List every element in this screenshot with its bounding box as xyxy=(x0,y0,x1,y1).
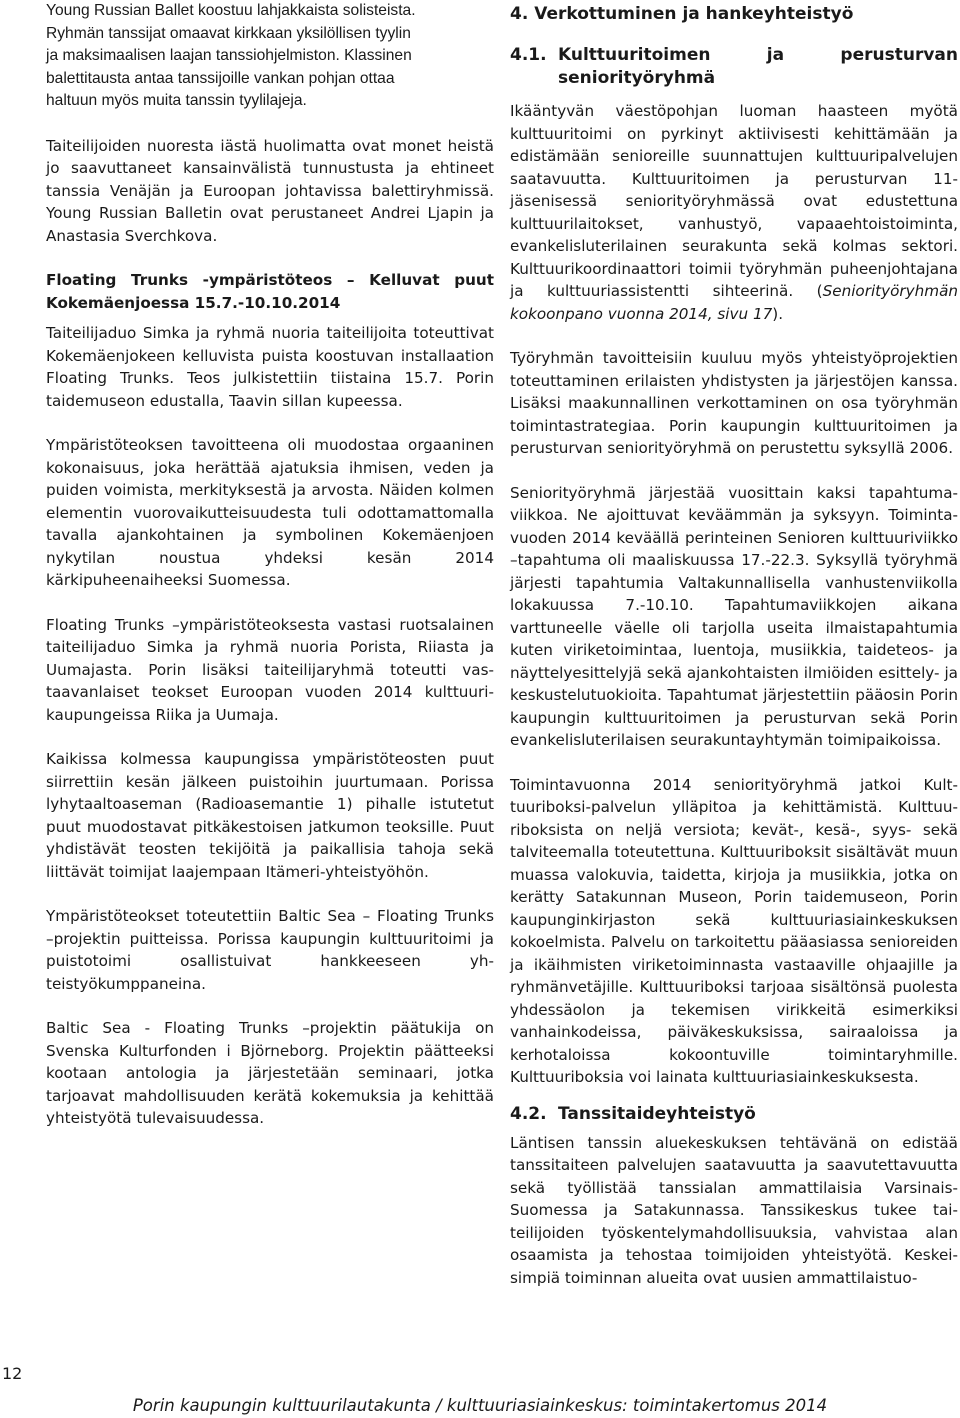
paragraph-aging xyxy=(510,100,958,325)
paragraph-culture-box: Toimintavuonna 2014 seniorityöryhmä jatkoi Kulttuuriboksi-palvelun ylläpitoa ja kehittämistä. Kulttuuriboksista on neljä versiota; kevät-, kesä-, syys- sekä talviteemalla toteutettuna. Kulttuuriboksit sisältävät muun muassa valokuvia, taidetta, kirjoja ja musiikkia, jotka on kerätty Satakunnan Museon, Porin taidemuseon, Porin kaupunginkirjaston sekä kulttuuriasiainkeskuksen kokoelmista. Palvelu on tarkoitettu pääasiassa senioreiden ja ikäihmisten viriketoiminnasta vastaaville ohjaajille ja ryhmänvetäjille. Kulttuuriboksi tarjoaa sisältönsä puolesta yhdessäolon ja tekemisen virikkeitä esimerkiksi vanhainkodeissa, päiväkeskuksissa, sairaaloissa ja kerhotaloissa kokoontuville toimintaryhmille. Kulttuuriboksia voi lainata kulttuuriasiainkeskuksesta. xyxy=(510,775,958,1086)
page-footer: Porin kaupungin kulttuurilautakunta / kulttuuriasiainkeskus: toimintakertomus 2014 xyxy=(132,1396,828,1415)
paragraph-funding: Baltic Sea - Floating Trunks –projektin päätukija on Svenska Kulturfonden i Björneborg. Projektin päätteeksi kootaan antologia ja järjestetään seminaari, jotka tarjoavat mahdollisuuden kerätä kokemuksia ja kehittää yhteistyötä tulevaisuudessa. xyxy=(46,1019,494,1128)
intro-line: ja maksimaalisen laajan tanssiohjelmiston. Klassinen xyxy=(46,47,412,65)
section-heading-4 xyxy=(510,0,958,26)
paragraph-baltic: Ympäristöteokset toteutettiin Baltic Sea – Floating Trunks –projektin puitteissa. Porissa kaupungin kulttuuritoimi ja puistotoimi osallistuivat hankkeeseen yhteistyökumppaneina. xyxy=(46,907,494,993)
paragraph-artists: Taiteilijoiden nuoresta iästä huolimatta ovat monet heistä jo saavuttaneet kansainvälistä tunnustusta ja ehtineet tanssia Venäjän ja Euroopan johtavissa balettiryhmissä. Young Russian Balletin ovat perustaneet Andrei Ljapin ja Anastasia Sverchkova. xyxy=(46,136,494,245)
paragraph-goals: Työryhmän tavoitteisiin kuuluu myös yhteistyöprojektien toteuttaminen erilaisten yhdistysten ja järjestöjen kanssa. Lisäksi maakunnallinen verkottaminen on osa työryhmän toimintastrategiaa. Porin kaupungin kulttuuritoimen ja perusturvan seniorityöryhmä on perustettu syksyllä 2006. xyxy=(510,349,958,457)
left-column xyxy=(46,0,494,1130)
paragraph-aging-text: Ikääntyvän väestöpohjan luoman haasteen myötä kulttuuritoimi on pyrkinyt aktiivisesti kehittämään ja edistämään senioreille suunnattujen kulttuuripalvelujen saatavuutta. Kulttuuritoimen ja perusturvan 11-jäsenisessä seniorityöryhmässä ovat edustettuna kulttuurilaitokset, vanhustyö, vapaaehtoistoiminta, evankelisluterilainen seurakunta sekä kolmas sektori. Kulttuurikoordinaattori toimii työryhmän puheenjohtajana ja kulttuuriassistentti sihteerinä. ( xyxy=(510,102,958,300)
intro-line: haltuun myös muita tanssin tyylilajeja. xyxy=(46,92,307,110)
section-number: 4.1. xyxy=(510,45,547,65)
paragraph-simka: Taiteilijaduo Simka ja ryhmä nuoria taiteilijoita toteuttivat Kokemäenjokeen kelluvista puista koostuvan installaation Floating Trunks. Teos julkistettiin tiistaina 15.7. Porin taidemuseon edustalla, Taavin sillan kupeessa. xyxy=(46,324,494,410)
intro-line: Ryhmän tanssijat omaavat kirkkaan yksilöllisen tyylin xyxy=(46,24,411,42)
section-heading-4-2 xyxy=(510,1103,958,1126)
paragraph-transfer: Kaikissa kolmessa kaupungissa ympäristöteosten puut siirrettiin kesän jälkeen puistoihin juurtumaan. Porissa lyhytaaltoaseman (Radioasemantie 1) pihalle istutetut puut muodostavat pitkäkestoisen jatkumon teoksille. Puut yhdistävät teosten tekijöitä ja paikallisia tahoja sekä liittävät toimijat laajempaan Itämeri-yhteistyöhön. xyxy=(46,750,494,881)
intro-paragraph xyxy=(46,0,494,113)
reference-link: Seniorityöryhmän kokoonpano vuonna 2014, sivu 17 xyxy=(510,282,958,323)
section-number: 4. xyxy=(510,4,529,24)
intro-line: balettitausta antaa tanssijoille vankan pohjan ottaa xyxy=(46,69,395,87)
section-number: 4.2. xyxy=(510,1103,547,1124)
paragraph-dance: Läntisen tanssin aluekeskuksen tehtävänä on edistää tanssitaiteen palvelujen saatavuutta ja saavutettavuutta sekä työllistää tanssialan ammattilaisia Varsinais-Suomessa ja Satakunnassa. Tanssikeskus tukee taiteilijoiden työskentelymahdollisuuksia, vahvistaa alan osaamista ja tehostaa toimijoiden yhteistyötä. Keskeisimpiä toiminnan alueita ovat uusien ammattilaistuo- xyxy=(510,1133,958,1287)
paragraph-counterpart: Floating Trunks –ympäristöteoksesta vastasi ruotsalainen taiteilijaduo Simka ja ryhmä nuoria Porista, Riiasta ja Uumajasta. Porin lisäksi taiteilijaryhmä toteutti vastaavanlaiset teokset Euroopan vuoden 2014 kulttuurikaupungeissa Riika ja Uumaja. xyxy=(46,615,494,724)
section-heading-4-1 xyxy=(510,44,958,90)
paragraph-events: Seniorityöryhmä järjestää vuosittain kaksi tapahtumaviikkoa. Ne ajoittuvat keväämmän ja syksyyn. Toimintavuoden 2014 keväällä perinteinen Senioren kulttuuriviikko –tapahtuma oli maaliskuussa 17.-22.3. Syksyllä työryhmä järjesti tapahtumia Valtakunnallisella vanhustenviikolla lokakuussa 7.-10.10. Tapahtumaviikkojen aikana varttuneelle väelle oli tarjolla useita ilmaistapahtumia kuten viriketoimintaa, luentoja, musiikkia, taideteos- ja näyttelyesittelyjä sekä ajankohtaisten ilmiöiden esittely- ja keskustelutuokioita. Tapahtumat järjestettiin pääosin Porin kaupungin kulttuuritoimen ja perusturvan sekä Porin evankelisluterilaisen seurakuntayhtymän toimipaikoissa. xyxy=(510,483,958,749)
page-number: 12 xyxy=(2,1364,23,1383)
section-title: Kulttuuritoimen ja perusturvan seniorityöryhmä xyxy=(558,45,958,88)
paragraph-goal: Ympäristöteoksen tavoitteena oli muodostaa orgaaninen kokonaisuus, joka herättää ajatuksia ihmisen, veden ja puiden voimista, merkityksestä ja arvosta. Näiden kolmen elementin vuorovaikutteisuudesta tuli odottamattomalla tavalla ajankohtainen ja symbolinen Kokemäenjoen nykytilan noustua yhdeksi kesän 2014 kärkipuheenaiheeksi Suomessa. xyxy=(46,436,494,590)
section-title: Verkottuminen ja hankeyhteistyö xyxy=(534,4,854,24)
right-column xyxy=(510,0,958,1289)
paragraph-aging-end: ). xyxy=(772,304,784,323)
heading-floating-trunks: Floating Trunks -ympäristöteos – Kelluvat puut Kokemäenjoessa 15.7.-10.10.2014 xyxy=(46,271,494,312)
section-title: Tanssitaideyhteistyö xyxy=(558,1103,756,1124)
intro-line: Young Russian Ballet koostuu lahjakkaista solisteista. xyxy=(46,2,416,19)
